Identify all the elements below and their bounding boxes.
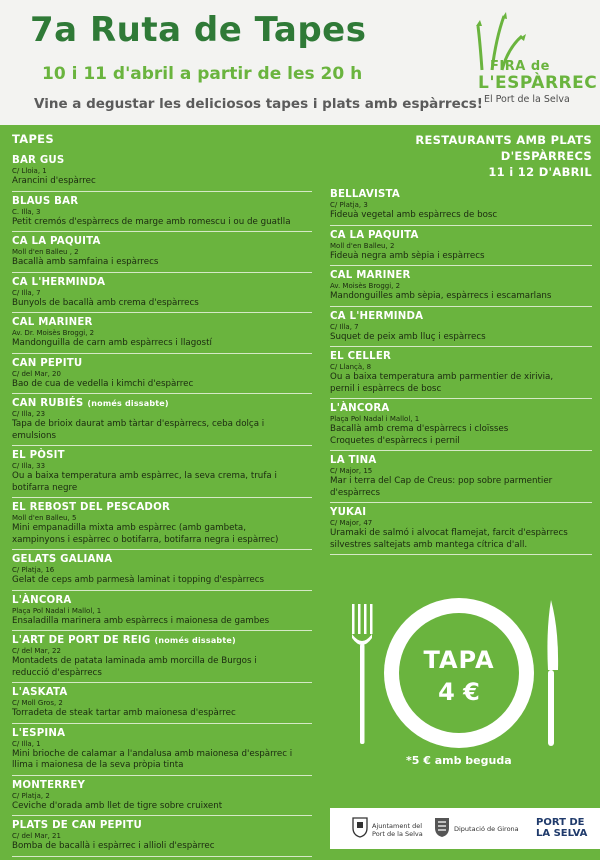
dish-description: Gelat de ceps amb parmesà laminat i topping d'espàrrecs [12, 575, 265, 585]
header [0, 0, 600, 125]
divider [330, 554, 592, 555]
dish-description: llima i maionesa de la seva pròpia tinta [12, 760, 184, 770]
restaurant-address: C/ Platja, 3 [330, 201, 368, 209]
restaurant-address: Moll d'en Balleu, 5 [12, 514, 77, 522]
restaurant-name-text: L'ÀNCORA [330, 403, 390, 414]
restaurant-name [12, 449, 312, 462]
divider [12, 191, 312, 192]
tapes-section [12, 132, 312, 860]
page-title: 7a Ruta de Tapes [30, 10, 367, 50]
divider [12, 231, 312, 232]
logo-place: El Port de la Selva [484, 94, 570, 105]
sponsors-footer [330, 808, 600, 849]
restaurant-name [12, 779, 312, 792]
dish-description: Mar i terra del Cap de Creus: pop sobre parmentier [330, 476, 553, 486]
dish-description: d'espàrrecs [330, 487, 381, 498]
list-item [330, 454, 592, 503]
list-item [330, 269, 592, 307]
restaurant-name [12, 357, 312, 370]
restaurant-address: C/ del Mar, 22 [12, 647, 61, 655]
restaurant-name [12, 553, 312, 566]
divider [12, 856, 312, 857]
restaurant-name [12, 316, 312, 329]
dish-description: Arancini d'espàrrec [12, 176, 96, 186]
restaurant-address: C/ Illa, 1 [12, 739, 41, 748]
list-item [12, 819, 312, 857]
dish-description: Mandonguilla de carn amb espàrrecs i llagostí [12, 338, 212, 348]
list-item [12, 357, 312, 395]
restaurant-address: C/ Illa, 7 [330, 322, 359, 331]
dish-description: Bao de cua de vedella i kimchi d'espàrrec [12, 378, 194, 389]
dish-description: Fideuà vegetal amb espàrrecs de bosc [330, 210, 498, 220]
list-item [330, 350, 592, 399]
restaurant-name [330, 402, 592, 415]
restaurant-address: C. Illa, 3 [12, 207, 41, 216]
restaurant-name [330, 188, 592, 201]
restaurant-name-text: CA L'HERMINDA [12, 276, 106, 288]
restaurant-name-text: EL PÒSIT [12, 450, 65, 461]
dish-description: Suquet de peix amb lluç i espàrrecs [330, 331, 486, 342]
restaurant-name-text: BAR GUS [12, 155, 65, 166]
divider [12, 272, 312, 273]
divider [12, 445, 312, 446]
tagline: Vine a degustar les deliciosos tapes i plats amb espàrrecs! [34, 96, 483, 112]
divider [12, 353, 312, 354]
dish-description: Montadets de patata laminada amb morcilla de Burgos i [12, 656, 257, 666]
ajuntament-shield-icon [352, 816, 368, 838]
divider [12, 549, 312, 550]
price-plate [330, 598, 592, 798]
restaurant-name [330, 269, 592, 282]
logo-esparrec: L'ESPÀRREC [478, 73, 598, 93]
restaurant-name [12, 594, 312, 607]
dish-description: Mini brioche de calamar a l'andalusa amb maionesa d'espàrrec i [12, 748, 293, 759]
restaurant-address: C/ Illa, 7 [12, 288, 41, 297]
restaurant-name-text: LA TINA [330, 455, 377, 466]
list-item [12, 779, 312, 817]
plats-section [330, 132, 592, 558]
restaurant-name-text: L'ART DE PORT DE REIG [12, 635, 151, 646]
plats-list [330, 188, 592, 555]
divider [12, 497, 312, 498]
dish-description: Ceviche d'orada amb llet de tigre sobre cruixent [12, 800, 223, 811]
divider [12, 775, 312, 776]
beguda-price: *5 € amb beguda [406, 754, 512, 767]
dish-description: reducció d'espàrrecs [12, 667, 102, 678]
tapa-price: 4 € [438, 678, 480, 706]
dish-description: pernil i espàrrecs de bosc [330, 383, 442, 394]
list-item [12, 154, 312, 192]
restaurant-name [12, 154, 312, 167]
restaurant-address: Plaça Pol Nadal i Mallol, 1 [12, 606, 102, 615]
restaurant-name-text: L'ASKATA [12, 687, 68, 698]
list-item [12, 594, 312, 632]
dish-description: Fideuà negra amb sèpia i espàrrecs [330, 250, 485, 261]
restaurant-address: C/ Platja, 16 [12, 566, 55, 574]
restaurant-name [12, 727, 312, 740]
ajuntament-logo: Ajuntament del Port de la Selva [372, 822, 423, 838]
restaurant-name-text: EL CELLER [330, 351, 392, 362]
divider [330, 265, 592, 266]
divider [12, 815, 312, 816]
restaurant-name [330, 506, 592, 519]
fork-icon [350, 604, 374, 744]
restaurant-name-text: BLAUS BAR [12, 195, 79, 207]
list-item [330, 506, 592, 555]
restaurant-name [330, 454, 592, 467]
dish-description: Mandonguilles amb sèpia, espàrrecs i escamarlans [330, 291, 552, 301]
restaurant-name-text: GELATS GALIANA [12, 554, 113, 565]
dish-description: Bunyols de bacallà amb crema d'espàrrecs [12, 297, 199, 308]
restaurant-name-text: CAN PEPITU [12, 357, 83, 369]
restaurant-address: C/ Major, 15 [330, 467, 373, 475]
list-item [330, 229, 592, 267]
restaurant-address: C/ Llançà, 8 [330, 363, 372, 371]
event-date: 10 i 11 d'abril a partir de les 20 h [42, 64, 363, 84]
divider [12, 723, 312, 724]
restaurant-name [12, 195, 312, 208]
divider [330, 450, 592, 451]
restaurant-address: Plaça Pol Nadal i Mallol, 1 [330, 415, 420, 423]
restaurant-address: C/ Illa, 23 [12, 410, 46, 418]
list-item [12, 501, 312, 550]
restaurant-name-text: YUKAI [330, 507, 367, 518]
dish-description: emulsions [12, 430, 57, 441]
restaurant-name [12, 819, 312, 832]
divider [12, 312, 312, 313]
dish-description: Mini empanadilla mixta amb espàrrec (amb gambeta, [12, 523, 246, 533]
divider [330, 225, 592, 226]
diputacio-logo: Diputació de Girona [454, 825, 519, 833]
restaurant-address: C/ del Mar, 21 [12, 832, 61, 840]
list-item [12, 449, 312, 498]
list-item [12, 397, 312, 446]
dish-description: silvestres saltejats amb mantega cítrica d'all. [330, 539, 528, 550]
restaurant-name-text: CA LA PAQUITA [12, 236, 101, 247]
restaurant-name-text: L'ÀNCORA [12, 594, 72, 606]
knife-icon [542, 600, 560, 746]
restaurant-name-text: CAL MARINER [12, 317, 93, 328]
list-item [12, 316, 312, 354]
dish-description: Ou a baixa temperatura amb espàrrec, la seva crema, trufa i [12, 471, 277, 481]
restaurant-address: Av. Moisès Broggi, 2 [330, 282, 401, 290]
restaurant-address: Moll d'en Balleu, 2 [330, 241, 395, 250]
logo-fira: FIRA de [490, 59, 550, 74]
restaurant-name [12, 686, 312, 699]
list-item [12, 727, 312, 776]
restaurant-address: Moll d'en Balleu , 2 [12, 248, 79, 256]
restaurant-address: C/ Illa, 33 [12, 462, 46, 470]
restaurant-address: Av. Dr. Moisès Broggi, 2 [12, 329, 95, 337]
restaurant-name [330, 310, 592, 323]
list-item [12, 235, 312, 273]
tapes-title: TAPES [12, 132, 54, 146]
restaurant-name [12, 501, 312, 514]
list-item [12, 276, 312, 314]
plats-title: RESTAURANTS AMB PLATS D'ESPÀRRECS [415, 133, 592, 163]
list-item [12, 634, 312, 683]
dish-description: Torradeta de steak tartar amb maionesa d'espàrrec [12, 708, 236, 718]
dish-description: Bacallà amb samfaina i espàrrecs [12, 257, 159, 267]
diputacio-shield-icon [434, 816, 450, 838]
dish-description: Bomba de bacallà i espàrrec i allioli d'espàrrec [12, 841, 215, 851]
restaurant-name-text: BELLAVISTA [330, 189, 400, 200]
restaurant-name [330, 350, 592, 363]
list-item [12, 686, 312, 724]
restaurant-name-text: CA L'HERMINDA [330, 310, 424, 322]
divider [330, 502, 592, 503]
divider [12, 590, 312, 591]
restaurant-name-text: CA LA PAQUITA [330, 229, 419, 241]
list-item [12, 195, 312, 233]
restaurant-name-text: CAL MARINER [330, 270, 411, 281]
restaurant-address: C/ del Mar, 20 [12, 369, 61, 378]
divider [12, 393, 312, 394]
list-item [330, 188, 592, 226]
restaurant-address: C/ Moll Gros, 2 [12, 699, 63, 707]
plats-subtitle: 11 i 12 D'ABRIL [488, 165, 592, 179]
divider [12, 630, 312, 631]
dish-description: Tapa de brioix daurat amb tàrtar d'espàrrecs, ceba dolça i [12, 419, 265, 429]
list-item [330, 310, 592, 348]
list-item [12, 553, 312, 591]
tapa-label: TAPA [423, 646, 495, 674]
dish-description: Croquetes d'espàrrecs i pernil [330, 435, 460, 446]
restaurant-name [12, 235, 312, 248]
dish-description: Ensaladilla marinera amb espàrrecs i maionesa de gambes [12, 615, 270, 626]
dish-description: xampinyons i espàrrec o botifarra, botifarra negra i espàrrec) [12, 534, 279, 545]
restaurant-name-text: CAN RUBIÉS [12, 398, 84, 409]
restaurant-name-text: L'ESPINA [12, 727, 66, 739]
list-item [330, 402, 592, 451]
restaurant-address: C/ Lloia, 1 [12, 167, 47, 175]
restaurant-name [12, 397, 312, 410]
divider [12, 682, 312, 683]
divider [330, 346, 592, 347]
tapes-list [12, 154, 312, 857]
restaurant-name-text: MONTERREY [12, 779, 86, 791]
restaurant-address: C/ Platja, 2 [12, 791, 50, 800]
dish-description: botifarra negre [12, 482, 78, 493]
dish-description: Ou a baixa temperatura amb parmentier de xirivia, [330, 372, 554, 382]
dish-description: Uramaki de salmó i alvocat flamejat, farcit d'espàrrecs [330, 528, 568, 538]
dish-description: Bacallà amb crema d'espàrrecs i cloïsses [330, 424, 509, 434]
divider [330, 398, 592, 399]
divider [330, 306, 592, 307]
restaurant-name [12, 634, 312, 647]
restaurant-name [12, 276, 312, 289]
port-logo: PORT DE LA SELVA [536, 817, 588, 839]
restaurant-address: C/ Major, 47 [330, 519, 373, 527]
restaurant-name-text: PLATS DE CAN PEPITU [12, 820, 142, 831]
fira-logo [468, 12, 598, 107]
restaurant-note: (només dissabte) [154, 636, 236, 645]
restaurant-name-text: EL REBOST DEL PESCADOR [12, 502, 170, 513]
restaurant-name [330, 229, 592, 242]
restaurant-note: (només dissabte) [87, 399, 169, 408]
dish-description: Petit cremós d'espàrrecs de marge amb romescu i ou de guatlla [12, 216, 291, 227]
